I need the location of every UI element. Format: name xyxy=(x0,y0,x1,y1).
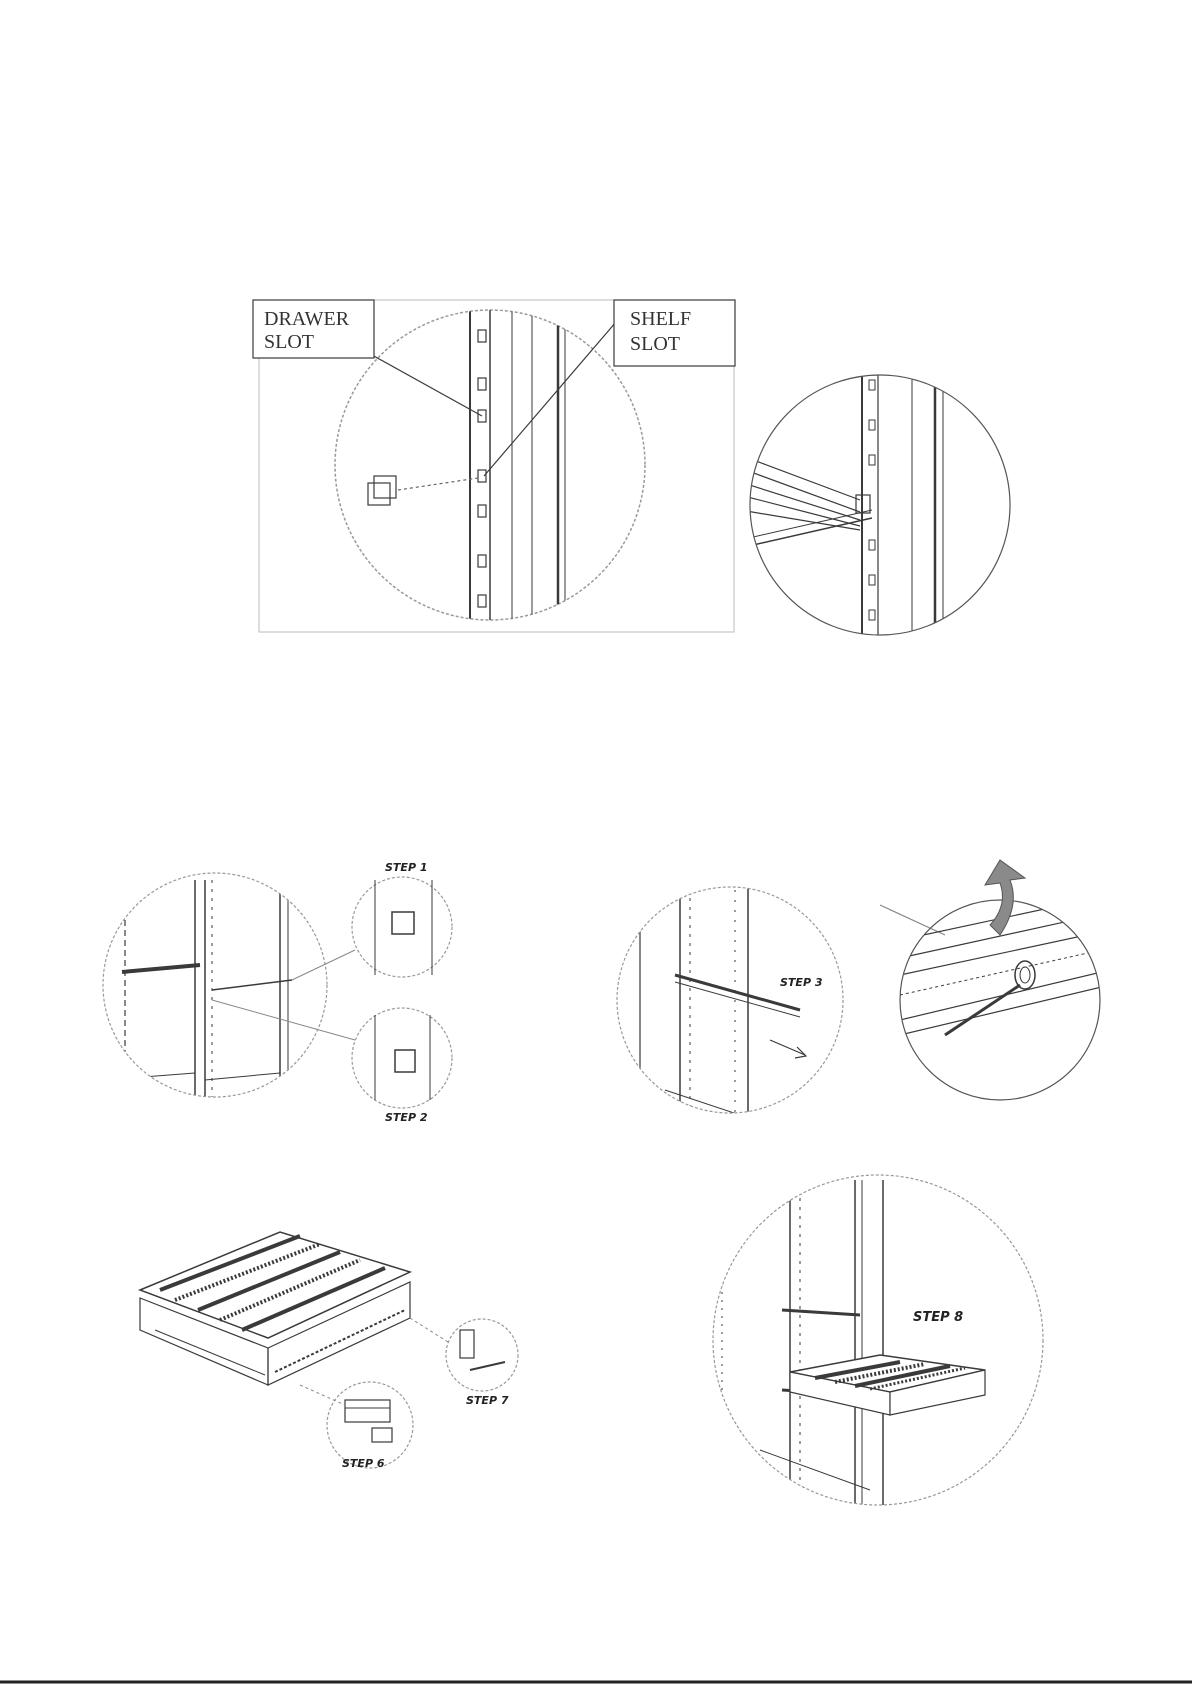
rotate-arrow-icon xyxy=(985,860,1025,935)
figure-shelf-mounted xyxy=(740,370,1010,640)
drawer-slot-label-line2: SLOT xyxy=(264,331,314,353)
step-7-label: STEP 7 xyxy=(466,1394,509,1407)
shelf-slot-label-line2: SLOT xyxy=(630,333,680,355)
drawer-slot-leader xyxy=(372,355,482,416)
figure-step-3 xyxy=(617,880,843,1120)
shelf-detail-circle xyxy=(750,375,1010,635)
figure-lock-detail xyxy=(880,860,1110,1100)
step-6-detail-circle xyxy=(327,1382,413,1468)
step-6-label: STEP 6 xyxy=(342,1457,385,1470)
shelf-slot-label-line1: SHELF xyxy=(630,308,692,330)
step-2-detail-circle xyxy=(352,1008,452,1108)
shelf-clip-part xyxy=(368,476,478,505)
step-8-main-circle xyxy=(713,1175,1043,1505)
step-3-main-circle xyxy=(617,887,843,1113)
step-7-detail-circle xyxy=(446,1319,518,1391)
figure-steps-6-7 xyxy=(140,1232,518,1468)
step-2-label: STEP 2 xyxy=(385,1111,428,1124)
step-3-label: STEP 3 xyxy=(780,976,823,989)
pull-direction-arrow xyxy=(770,1040,805,1055)
step-1-label: STEP 1 xyxy=(385,861,428,874)
step-1-detail-circle xyxy=(352,877,452,977)
step-8-label: STEP 8 xyxy=(913,1310,964,1325)
steps-1-2-main-circle xyxy=(103,873,327,1097)
drawer-slot-label-line1: DRAWER xyxy=(264,308,350,330)
upright-rail xyxy=(470,300,565,640)
shelf-slot-leader xyxy=(484,322,616,476)
figure-step-8 xyxy=(713,1175,1043,1510)
figure-steps-1-2 xyxy=(103,870,452,1108)
